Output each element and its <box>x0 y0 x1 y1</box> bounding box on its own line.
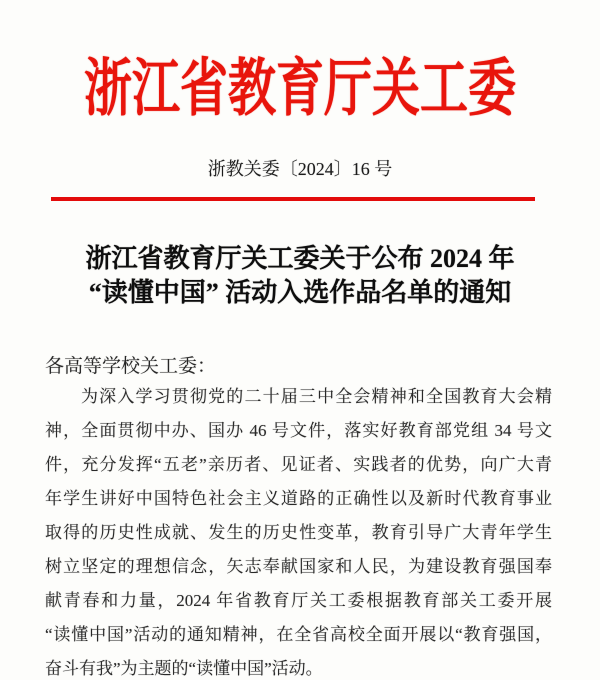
paragraph-line: 奋斗有我”为主题的“读懂中国”活动。 <box>45 659 323 678</box>
paragraph-line: 件，充分发挥“五老”亲历者、见证者、实践者的优势，向广大青 <box>45 455 552 474</box>
paragraph-line: 献青春和力量，2024 年省教育厅关工委根据教育部关工委开展 <box>45 591 552 610</box>
paragraph-line: 取得的历史性成就、发生的历史性变革，教育引导广大青年学生 <box>45 523 552 542</box>
document-title <box>0 242 600 310</box>
paragraph-line: 年学生讲好中国特色社会主义道路的正确性以及新时代教育事业 <box>45 489 552 508</box>
salutation: 各高等学校关工委： <box>45 356 217 377</box>
paragraph-line: “读懂中国”活动的通知精神，在全省高校全面开展以“教育强国， <box>45 625 552 644</box>
document-reference-number: 浙教关委〔2024〕16 号 <box>207 159 393 179</box>
document-title-line-2: “读懂中国” 活动入选作品名单的通知 <box>88 278 512 307</box>
paragraph-line: 为深入学习贯彻党的二十届三中全会精神和全国教育大会精 <box>81 387 552 406</box>
paragraph-line: 树立坚定的理想信念，矢志奉献国家和人民，为建设教育强国奉 <box>45 557 552 576</box>
body-paragraph <box>45 380 552 680</box>
agency-letterhead: 浙江省教育厅关工委 <box>83 54 516 124</box>
paragraph-line: 神，全面贯彻中办、国办 46 号文件，落实好教育部党组 34 号文 <box>45 421 552 440</box>
document-title-line-1: 浙江省教育厅关工委关于公布 2024 年 <box>85 244 515 273</box>
red-header-divider <box>51 197 535 201</box>
